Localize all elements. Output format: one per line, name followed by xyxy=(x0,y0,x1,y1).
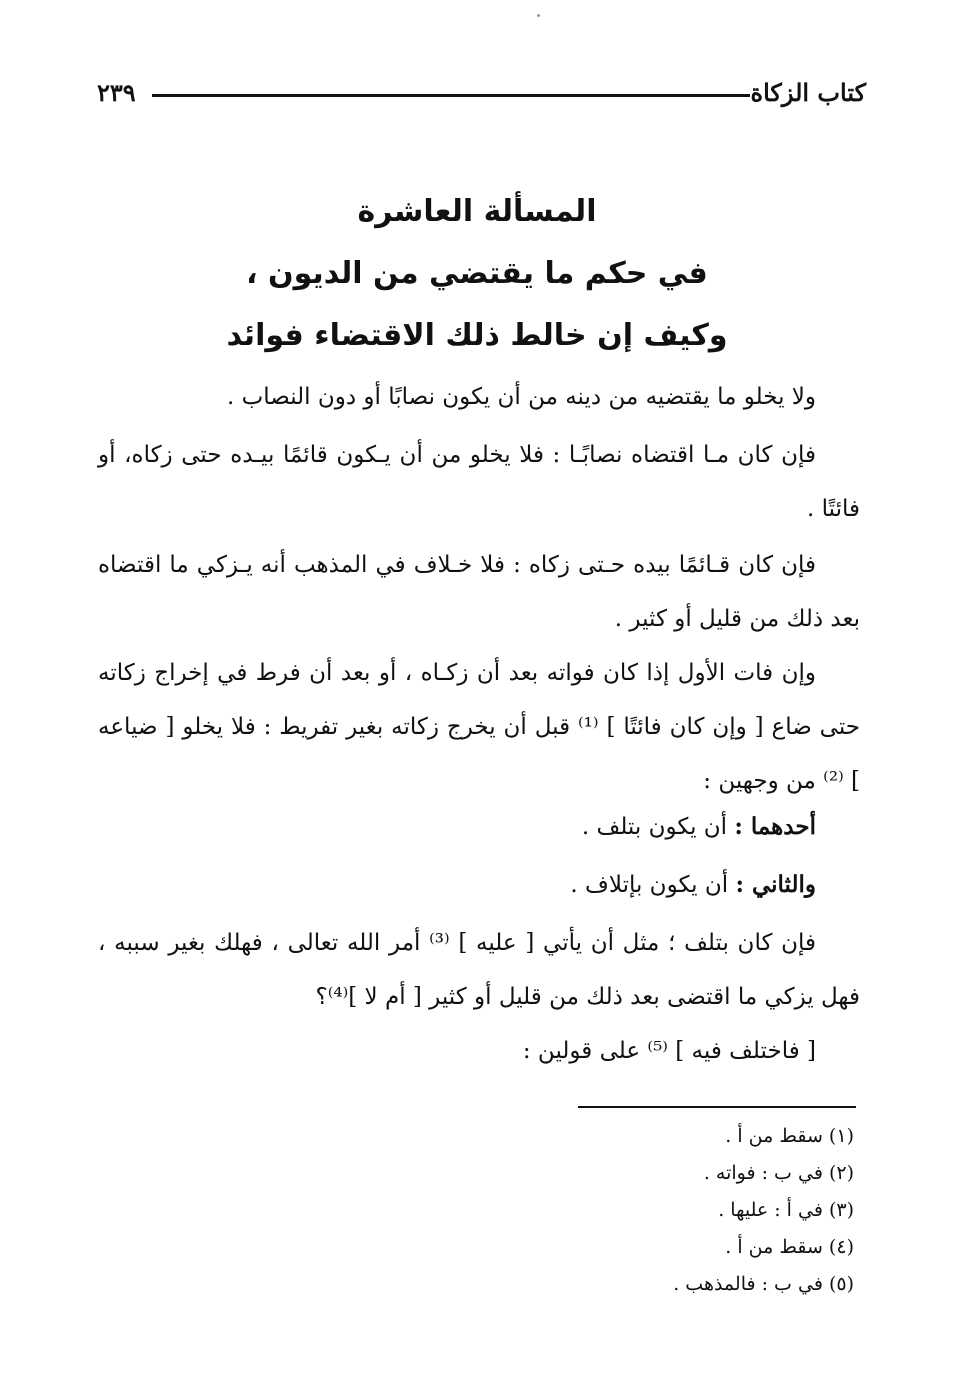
footnote-item: (١) سقط من أ . xyxy=(725,1125,854,1147)
scan-speck xyxy=(537,14,540,17)
case-two-text: أن يكون بإتلاف . xyxy=(570,872,729,898)
paragraph-4: وإن فات الأول إذا كان فواته بعد أن زكـاه ، أو بعد أن فرط في إخراج زكاته حتى ضاع [ وإن كان فائتًا ] ⁽¹⁾ قبل أن يخرج زكاته بغير تفريط : فلا يخلو [ ضياعه ] ⁽²⁾ من وجهين : xyxy=(98,660,861,794)
paragraph-1: ولا يخلو ما يقتضيه من دينه من أن يكون نصابًا أو دون النصاب . xyxy=(226,384,816,410)
paragraph-3: فإن كان قـائمًا بيده حـتى زكاه : فلا خـلاف في المذهب أنه يـزكي ما اقتضاه بعد ذلك من قليل أو كثير . xyxy=(98,552,860,632)
case-one-label: أحدهما : xyxy=(734,813,816,840)
paragraph-2: فإن كان مـا اقتضاه نصابًـا : فلا يخلو من أن يـكون قائمًا بيـده حتى زكاه، أو فائتًا . xyxy=(98,442,860,522)
paragraph-5: فإن كان بتلف ؛ مثل أن يأتي [ عليه ] ⁽³⁾ أمر الله تعالى ، فهلك بغير سببه ، فهل يزكي ما اقتضى بعد ذلك من قليل أو كثير [ أم لا ]⁽⁴⁾؟ xyxy=(98,930,860,1010)
section-subheading-2: وكيف إن خالط ذلك الاقتضاء فوائد xyxy=(226,318,728,353)
paragraph-6: [ فاختلف فيه ] ⁽⁵⁾ على قولين : xyxy=(522,1038,816,1064)
section-subheading-1: في حكم ما يقتضي من الديون ، xyxy=(246,256,708,291)
footnote-item: (٤) سقط من أ . xyxy=(725,1236,854,1258)
case-two-label: والثاني : xyxy=(735,871,816,898)
section-heading: المسألة العاشرة xyxy=(357,194,597,229)
footnote-item: (٢) في ب : فواته . xyxy=(703,1162,854,1184)
case-one-text: أن يكون بتلف . xyxy=(581,814,728,840)
footnote-rule xyxy=(578,1106,856,1108)
running-header-title: كتاب الزكاة xyxy=(750,78,866,107)
footnote-item: (٥) في ب : فالمذهب . xyxy=(673,1273,854,1295)
case-two xyxy=(570,858,816,912)
footnote-item: (٣) في أ : عليها . xyxy=(718,1199,854,1221)
case-one xyxy=(582,800,816,854)
page-number: ٢٣٩ xyxy=(97,78,136,107)
footnotes-list xyxy=(673,1118,854,1303)
header-rule xyxy=(152,94,750,97)
